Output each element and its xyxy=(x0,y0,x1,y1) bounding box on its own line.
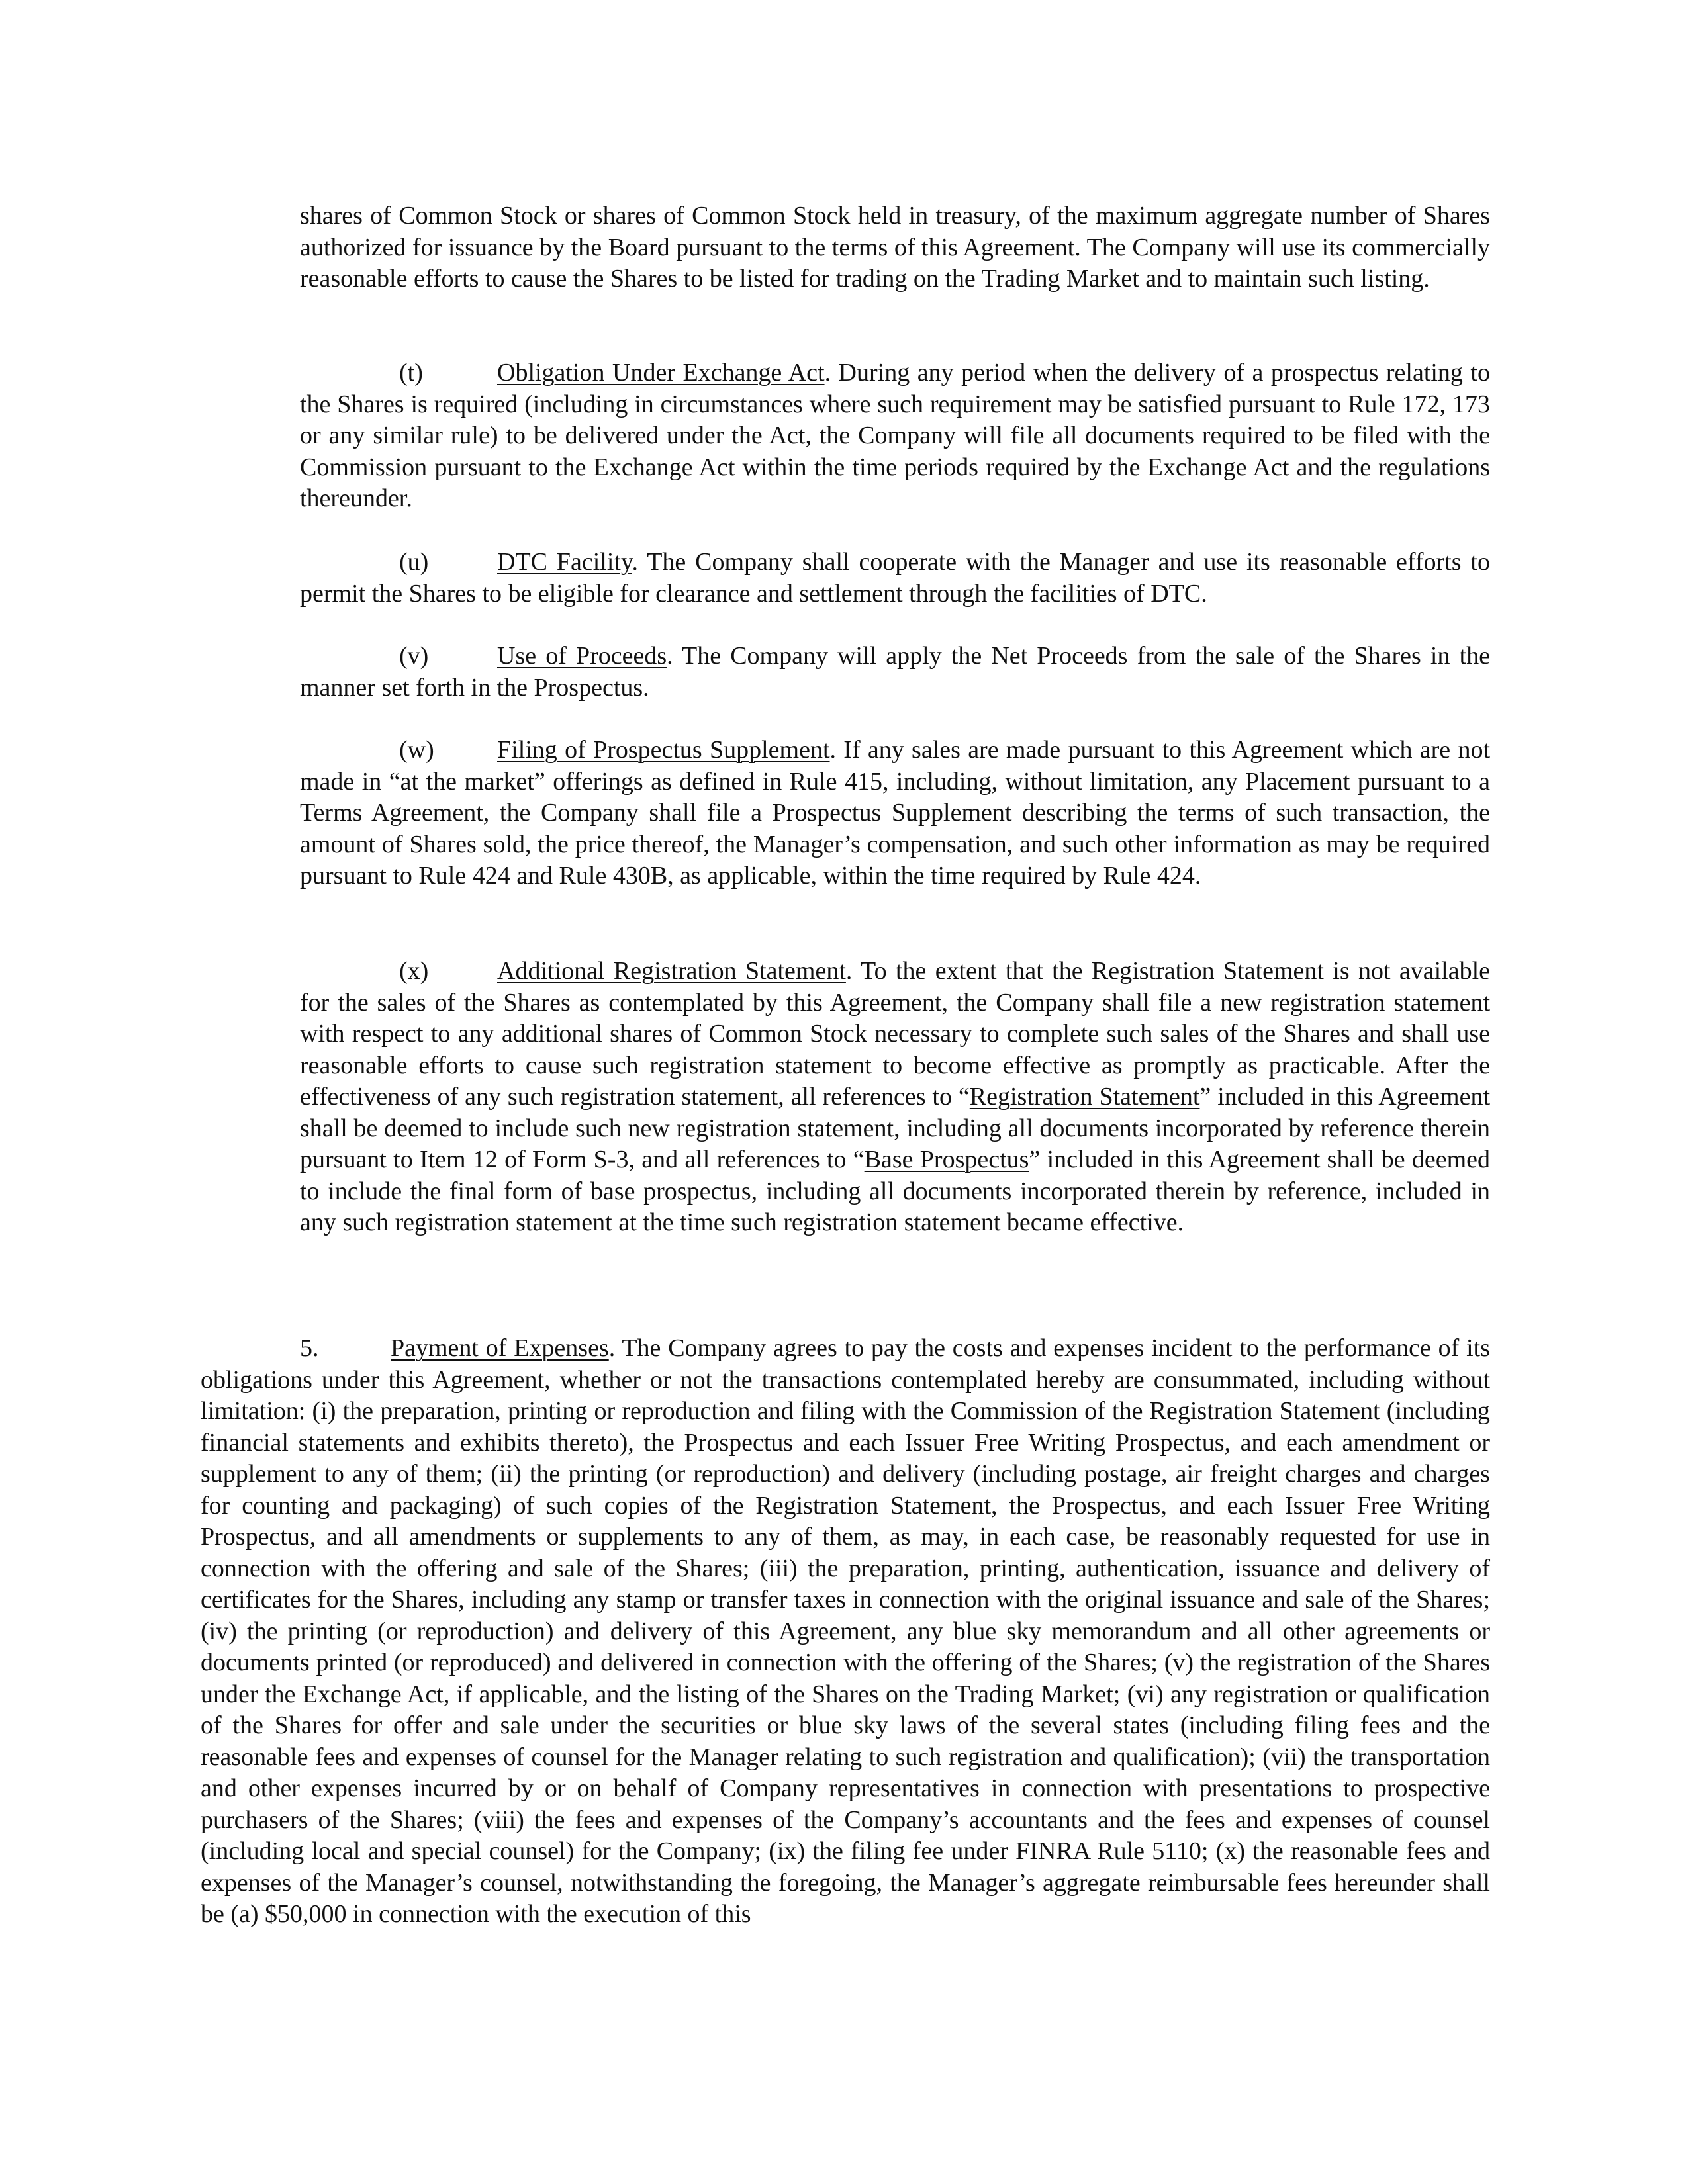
section-heading: Use of Proceeds xyxy=(497,642,667,670)
section-v xyxy=(300,641,1490,704)
section-heading: Filing of Prospectus Supplement xyxy=(497,736,830,764)
section-label: (w) xyxy=(399,736,434,764)
section-label: (v) xyxy=(399,642,429,670)
defined-term-base-prospectus: Base Prospectus xyxy=(864,1146,1029,1173)
section-body-c: ” included in this Agreement shall be deemed to include the final form of base prospectus, including all documents incorporated therein by reference, included in any such registration statement at the time such registration statement became effective. xyxy=(300,1146,1491,1236)
section-body-a: . To the extent that the Registration Statement is not available for the sales of the Shares as contemplated by this Agreement, the Company shall file a new registration statement with respect to any additional shares of Common Stock necessary to complete such sales of the Shares and shall use reasonable efforts to cause such registration statement to become effective as promptly as practicable. After the effectiveness of any such registration statement, all references to “ xyxy=(300,957,1490,1111)
section-label: (t) xyxy=(399,359,423,387)
defined-term-registration-statement: Registration Statement xyxy=(969,1083,1200,1111)
section-t xyxy=(300,357,1490,515)
section-body: . The Company agrees to pay the costs and expenses incident to the performance of its obligations under this Agreement, whether or not the transactions contemplated hereby are consummated, including without limitation: (i) the preparation, printing or reproduction and filing with the Commission of the Registration Statement (including financial statements and exhibits thereto), the Prospectus and each Issuer Free Writing Prospectus, and each amendment or supplement to any of them; (ii) the printing (or reproduction) and delivery (including postage, air freight charges and charges for counting and packaging) of such copies of the Registration Statement, the Prospectus, and each Issuer Free Writing Prospectus, and all amendments or supplements to any of them, as may, in each case, be reasonably requested for use in connection with the offering and sale of the Shares; (iii) the preparation, printing, authentication, issuance and delivery of certificates for the Shares, including any stamp or transfer taxes in connection with the original issuance and sale of the Shares; (iv) the printing (or reproduction) and delivery of this Agreement, any blue sky memorandum and all other agreements or documents printed (or reproduced) and delivered in connection with the offering of the Shares; (v) the registration of the Shares under the Exchange Act, if applicable, and the listing of the Shares on the Trading Market; (vi) any registration or qualification of the Shares for offer and sale under the securities or blue sky laws of the several states (including filing fees and the reasonable fees and expenses of counsel for the Manager relating to such registration and qualification); (vii) the transportation and other expenses incurred by or on behalf of Company representatives in connection with presentations to prospective purchasers of the Shares; (viii) the fees and expenses of the Company’s accountants and the fees and expenses of counsel (including local and special counsel) for the Company; (ix) the filing fee under FINRA Rule 5110; (x) the reasonable fees and expenses of the Manager’s counsel, notwithstanding the foregoing, the Manager’s aggregate reimbursable fees hereunder shall be (a) $50,000 in connection with the execution of this xyxy=(201,1334,1491,1928)
section-5-payment-of-expenses xyxy=(201,1333,1490,1931)
section-body-b: ” included in this Agreement shall be deemed to include such new registration statement, including all documents incorporated by reference therein pursuant to Item 12 of Form S-3, and all references to “ xyxy=(300,1083,1490,1173)
section-body: . If any sales are made pursuant to this Agreement which are not made in “at the market” offerings as defined in Rule 415, including, without limitation, any Placement pursuant to a Terms Agreement, the Company shall file a Prospectus Supplement describing the terms of such transaction, the amount of Shares sold, the price thereof, the Manager’s compensation, and such other information as may be required pursuant to Rule 424 and Rule 430B, as applicable, within the time required by Rule 424. xyxy=(300,736,1490,889)
section-heading: Obligation Under Exchange Act xyxy=(497,359,825,387)
section-label: 5. xyxy=(300,1334,319,1362)
section-body: . During any period when the delivery of a prospectus relating to the Shares is required (including in circumstances where such requirement may be satisfied pursuant to Rule 172, 173 or any similar rule) to be delivered under the Act, the Company will file all documents required to be filed with the Commission pursuant to the Exchange Act within the time periods required by the Exchange Act and the regulations thereunder. xyxy=(300,359,1490,512)
section-x xyxy=(300,956,1490,1239)
section-body: . The Company will apply the Net Proceeds from the sale of the Shares in the manner set forth in the Prospectus. xyxy=(300,642,1490,702)
section-heading: Payment of Expenses xyxy=(391,1334,609,1362)
section-body: . The Company shall cooperate with the Manager and use its reasonable efforts to permit the Shares to be eligible for clearance and settlement through the facilities of DTC. xyxy=(300,548,1490,608)
section-w xyxy=(300,735,1490,892)
section-label: (x) xyxy=(399,957,429,985)
section-label: (u) xyxy=(399,548,429,576)
intro-text: shares of Common Stock or shares of Common Stock held in treasury, of the maximum aggregate number of Shares authorized for issuance by the Board pursuant to the terms of this Agreement. The Company will use its commercially reasonable efforts to cause the Shares to be listed for trading on the Trading Market and to maintain such listing. xyxy=(300,202,1490,293)
section-u xyxy=(300,547,1490,610)
intro-paragraph xyxy=(300,201,1490,295)
section-heading: Additional Registration Statement xyxy=(497,957,846,985)
section-heading: DTC Facility xyxy=(497,548,632,576)
